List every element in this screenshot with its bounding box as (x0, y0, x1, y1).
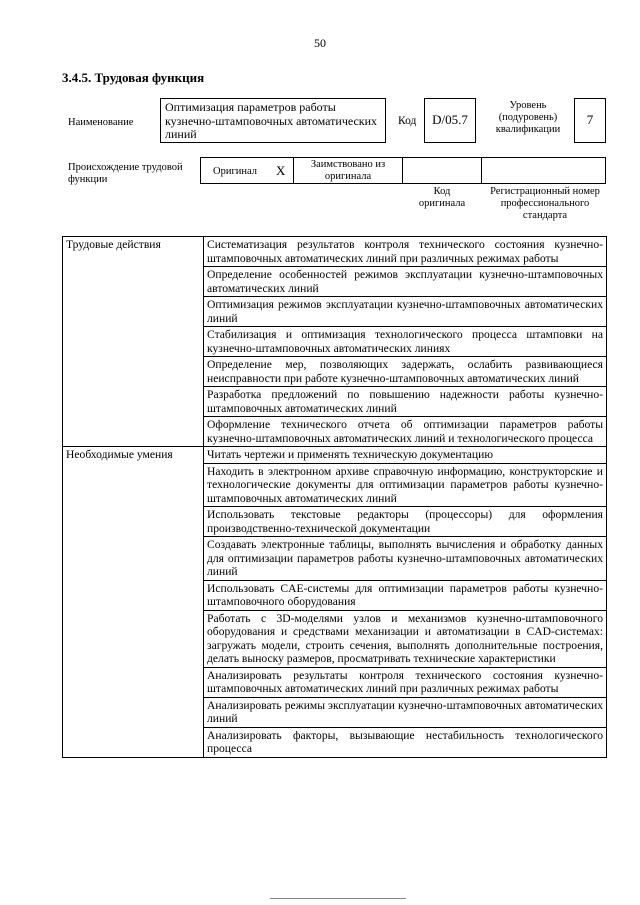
section-title: 3.4.5. Трудовая функция (62, 70, 205, 85)
item-cell: Создавать электронные таблицы, выполнять вычисления и обработку данных для оптимизации параметров работы кузнечно-штамповочных автоматических линий (204, 537, 607, 581)
item-cell: Читать чертежи и применять техническую документацию (204, 447, 607, 464)
reg-number-label: Регистрационный номер профессионального стандарта (490, 186, 600, 221)
item-cell: Определение особенностей режимов эксплуатации кузнечно-штамповочных автоматических линий (204, 267, 607, 297)
category-cell: Необходимые умения (63, 447, 204, 758)
level-value: 7 (586, 112, 594, 127)
page-number: 50 (314, 36, 326, 50)
code-original-label: Код оригинала (418, 186, 466, 209)
original-label: Оригинал (213, 166, 257, 177)
item-cell: Анализировать режимы эксплуатации кузнечно-штамповочных автоматических линий (204, 697, 607, 727)
name-value-box (160, 98, 386, 143)
name-label: Наименование (68, 117, 134, 128)
item-cell: Стабилизация и оптимизация технологического процесса штамповки на кузнечно-штамповочных автоматических линиях (204, 327, 607, 357)
code-value-box (424, 98, 476, 143)
item-cell: Оформление технического отчета об оптимизации параметров работы кузнечно-штамповочных автоматических линий и технологического процесса (204, 417, 607, 447)
item-cell: Работать с 3D-моделями узлов и механизмов кузнечно-штамповочного оборудования и средствами механизации и автоматизации в CAD-системах: загружать модели, строить сечения, выполнять дополнительные построения, делать выноску размеров, просматривать технические характеристики (204, 610, 607, 667)
category-cell: Трудовые действия (63, 237, 204, 447)
code-value: D/05.7 (432, 112, 468, 127)
bottom-rule (270, 898, 406, 899)
origin-label: Происхождение трудовой функции (68, 162, 183, 185)
level-label: Уровень (подуровень) квалификации (495, 100, 561, 135)
name-value: Оптимизация параметров работы кузнечно-штамповочных автоматических линий (165, 100, 378, 141)
origin-divider (481, 157, 482, 184)
item-cell: Использовать CAE-системы для оптимизации параметров работы кузнечно-штамповочного оборудования (204, 580, 607, 610)
code-label: Код (398, 115, 417, 127)
item-cell: Использовать текстовые редакторы (процессоры) для оформления производственно-технической документации (204, 507, 607, 537)
item-cell: Анализировать факторы, вызывающие нестабильность технологического процесса (204, 727, 607, 757)
item-cell: Находить в электронном архиве справочную информацию, конструкторские и технологические документы для оптимизации параметров работы кузнечно-штамповочных автоматических линий (204, 463, 607, 507)
function-table (62, 236, 607, 758)
item-cell: Систематизация результатов контроля технического состояния кузнечно-штамповочных автоматических линий при различных режимах работы (204, 237, 607, 267)
level-value-box (574, 98, 606, 143)
table-row (63, 237, 607, 267)
item-cell: Определение мер, позволяющих задержать, ослабить развивающиеся неисправности при работе кузнечно-штамповочных автоматических линий (204, 357, 607, 387)
table-row (63, 447, 607, 464)
borrowed-label: Заимствовано из оригинала (310, 159, 386, 182)
item-cell: Анализировать результаты контроля технического состояния кузнечно-штамповочных автоматических линий при различных режимах работы (204, 667, 607, 697)
item-cell: Разработка предложений по повышению надежности работы кузнечно-штамповочных автоматических линий (204, 387, 607, 417)
origin-box (200, 157, 606, 184)
item-cell: Оптимизация режимов эксплуатации кузнечно-штамповочных автоматических линий (204, 297, 607, 327)
origin-divider (402, 157, 403, 184)
origin-divider (293, 157, 294, 184)
original-mark: X (276, 163, 286, 178)
